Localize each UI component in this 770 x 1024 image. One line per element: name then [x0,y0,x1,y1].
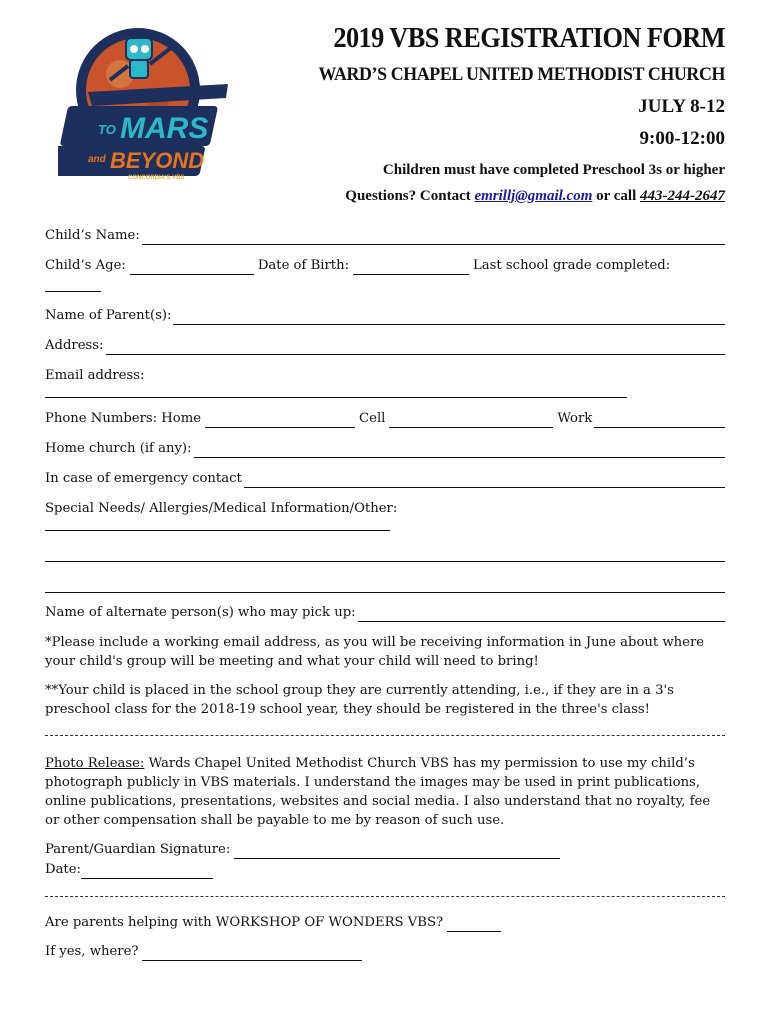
contact-phone-link[interactable]: 443-244-2647 [640,188,725,204]
event-dates: JULY 8-12 [638,96,725,117]
child-age-label: Child’s Age: [45,258,126,273]
dob-field[interactable] [353,260,469,275]
date-row [45,860,725,879]
special-needs-label: Special Needs/ Allergies/Medical Information/Other: [45,501,398,516]
grade-label: Last school grade completed: [473,258,671,273]
home-church-field[interactable] [194,443,725,458]
signature-label: Parent/Guardian Signature: [45,842,231,857]
email-row [45,366,725,385]
photo-release-label: Photo Release: [45,756,145,771]
phone-cell-label: Cell [359,411,386,426]
alternate-field[interactable] [358,607,725,622]
event-time: 9:00-12:00 [639,128,725,149]
email-label: Email address: [45,368,145,383]
special-needs-field-3[interactable] [45,591,725,593]
phone-home-field[interactable] [205,413,355,428]
logo-text-and: and [88,154,106,165]
date-label: Date: [45,862,81,877]
logo-text-subtitle: CONCORDIA'S VBS [128,175,185,181]
emergency-label: In case of emergency contact [45,471,242,486]
child-name-row [45,226,725,245]
address-label: Address: [45,338,104,353]
special-needs-field-2[interactable] [45,560,725,562]
or-call-label: or call [596,188,637,204]
signature-row [45,840,725,859]
alternate-label: Name of alternate person(s) who may pick up: [45,605,356,620]
phone-work-label: Work [557,411,593,426]
placement-note: **Your child is placed in the school group they are currently attending, i.e., if they are in a 3's preschool class for the 2018-19 school year, they should be registered in the three's class! [45,683,674,717]
divider-2 [45,896,725,897]
child-age-field[interactable] [130,260,254,275]
photo-release [45,754,725,830]
special-needs-row [45,499,725,518]
signature-field[interactable] [234,844,560,859]
emergency-field[interactable] [244,473,725,488]
address-field[interactable] [106,340,726,355]
emergency-row [45,469,725,488]
address-row [45,336,725,355]
if-yes-row [45,942,725,961]
child-age-row [45,256,725,275]
logo-text-mars: MARS [120,112,209,145]
logo-text-beyond: BEYOND [110,148,205,173]
registration-form [45,226,725,961]
home-church-label: Home church (if any): [45,441,192,456]
phone-row [45,409,725,428]
divider-1 [45,735,725,736]
parents-row [45,306,725,325]
phone-cell-field[interactable] [389,413,553,428]
logo-text-to: TO [98,122,116,137]
header [240,22,725,205]
phone-work-field[interactable] [594,413,725,428]
phone-home-label: Phone Numbers: Home [45,411,202,426]
grade-field[interactable] [45,277,101,292]
alternate-row [45,603,725,622]
date-field[interactable] [81,864,213,879]
contact-line [240,188,725,205]
page-title: 2019 VBS REGISTRATION FORM [333,23,725,54]
workshop-field[interactable] [447,917,501,932]
child-name-label: Child’s Name: [45,228,140,243]
email-note: *Please include a working email address, as you will be receiving information in June about where your child's group will be meeting and what your child will need to bring! [45,635,705,669]
photo-release-text: Wards Chapel United Methodist Church VBS has my permission to use my child’s photograph publicly in VBS materials. I understand the images may be used in print publications, online publications, presentations, websites and social media. I also understand that no royalty, fee or other compensation shall be payable to me by reason of such use. [45,756,711,828]
special-needs-field-1[interactable] [45,529,390,531]
contact-email-link[interactable]: emrillj@gmail.com [474,188,593,204]
child-name-field[interactable] [142,230,725,245]
workshop-label: Are parents helping with WORKSHOP OF WONDERS VBS? [45,915,444,930]
parents-field[interactable] [173,310,725,325]
questions-label: Questions? Contact [345,188,471,204]
requirement-note: Children must have completed Preschool 3s or higher [382,162,725,178]
if-yes-field[interactable] [142,946,362,961]
parents-label: Name of Parent(s): [45,308,172,323]
home-church-row [45,439,725,458]
grade-row [45,277,725,292]
workshop-row [45,913,725,932]
email-field[interactable] [45,396,627,398]
dob-label: Date of Birth: [257,258,350,273]
if-yes-label: If yes, where? [45,944,139,959]
church-name: WARD’S CHAPEL UNITED METHODIST CHURCH [318,64,725,85]
vbs-logo [58,22,236,182]
